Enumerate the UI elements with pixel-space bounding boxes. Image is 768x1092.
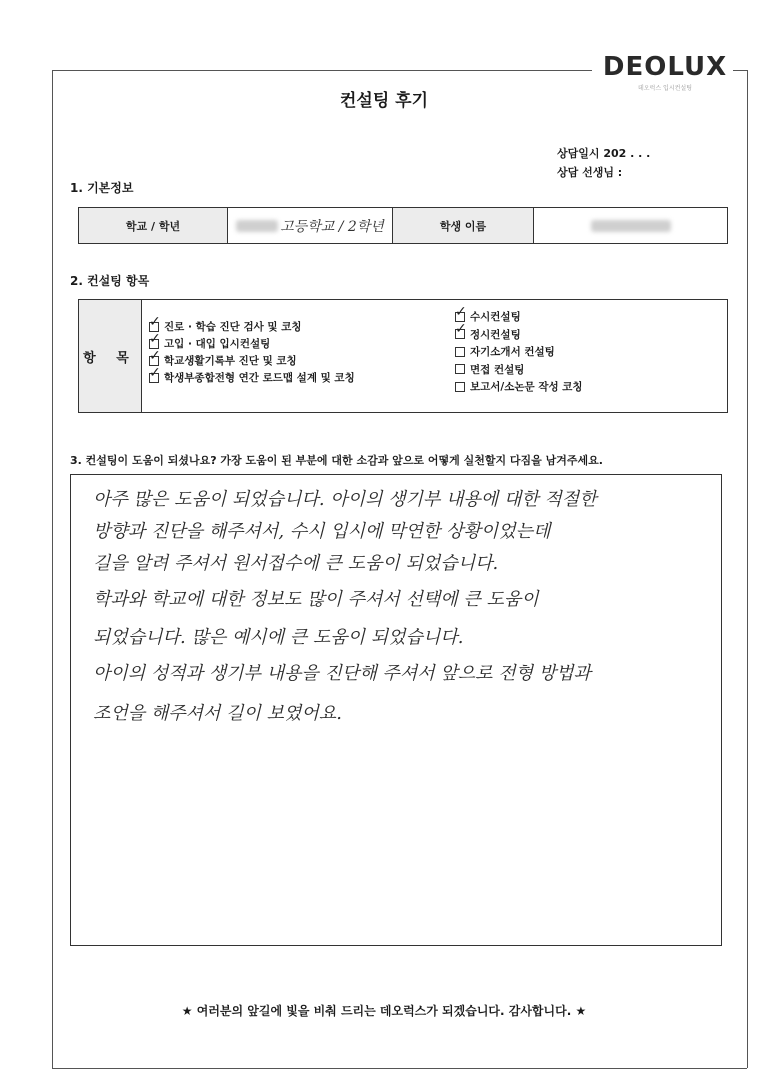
logo-text: DEOLUX: [602, 52, 728, 82]
checkbox-checked-icon[interactable]: [455, 329, 465, 339]
school-grade-label: 학교 / 학년: [79, 208, 228, 243]
checkbox-label: 보고서/소논문 작성 코칭: [470, 381, 583, 394]
footer-message: ★ 여러분의 앞길에 빛을 비춰 드리는 데오럭스가 되겠습니다. 감사합니다. ★: [181, 1004, 587, 1018]
checkbox-checked-icon[interactable]: [455, 312, 465, 322]
handwritten-line: 학과와 학교에 대한 정보도 많이 주셔서 선택에 큰 도움이: [93, 589, 539, 610]
consult-date-label: 상담일시 202 . . .: [557, 147, 651, 160]
checkbox-label: 면접 컨설팅: [470, 363, 525, 376]
section-consulting-items-heading: 2. 컨설팅 항목: [70, 274, 150, 288]
consulting-items-box: [78, 299, 728, 413]
items-row-label: 항 목: [79, 300, 142, 412]
section-basic-info-heading: 1. 기본정보: [70, 181, 134, 195]
items-right-column: [455, 308, 583, 396]
handwritten-line: 길을 알려 주셔서 원서접수에 큰 도움이 되었습니다.: [93, 553, 499, 574]
checkbox-empty-icon[interactable]: [455, 382, 465, 392]
frame-right-border: [747, 70, 748, 1068]
consult-teacher-label: 상담 선생님 :: [557, 166, 623, 179]
document-title: 컨설팅 후기: [339, 91, 429, 111]
handwritten-line: 아주 많은 도움이 되었습니다. 아이의 생기부 내용에 대한 적절한: [93, 489, 597, 510]
checkbox-item[interactable]: [455, 361, 583, 379]
checkbox-label: 수시컨설팅: [470, 311, 521, 324]
school-grade-handwriting: 고등학교 / 2학년: [280, 218, 384, 235]
student-name-value: [534, 208, 727, 243]
redacted-school-name: [236, 220, 278, 232]
redacted-student-name: [591, 220, 671, 232]
handwritten-line: 되었습니다. 많은 예시에 큰 도움이 되었습니다.: [93, 627, 464, 648]
frame-left-border: [52, 70, 53, 1068]
logo-tagline: 데오럭스 입시컨설팅: [637, 85, 693, 92]
checkbox-item[interactable]: [455, 343, 583, 361]
basic-info-table: [78, 207, 728, 244]
frame-top-border: [52, 70, 592, 71]
checkbox-label: 진로 · 학습 진단 검사 및 코칭: [164, 321, 302, 333]
feedback-answer-box[interactable]: [70, 474, 722, 946]
handwritten-line: 아이의 성적과 생기부 내용을 진단해 주셔서 앞으로 전형 방법과: [93, 663, 591, 684]
frame-top-border-right: [733, 70, 747, 71]
checkbox-label: 정시컨설팅: [470, 328, 521, 341]
checkbox-item[interactable]: [149, 352, 355, 369]
checkbox-item[interactable]: [149, 335, 355, 352]
frame-bottom-border: [52, 1068, 747, 1069]
checkbox-item[interactable]: [149, 318, 355, 335]
checkbox-item[interactable]: [455, 326, 583, 344]
handwritten-line: 방향과 진단을 해주셔서, 수시 입시에 막연한 상황이었는데: [93, 521, 551, 542]
checkbox-item[interactable]: [455, 378, 583, 396]
handwritten-line: 조언을 해주셔서 길이 보였어요.: [93, 703, 342, 724]
checkbox-label: 자기소개서 컨설팅: [470, 346, 555, 359]
section-feedback-heading: 3. 컨설팅이 도움이 되셨나요? 가장 도움이 된 부분에 대한 소감과 앞으로 어떻게 실천할지 다짐을 남겨주세요.: [70, 454, 603, 467]
checkbox-label: 고입 · 대입 입시컨설팅: [164, 338, 271, 350]
checkbox-empty-icon[interactable]: [455, 347, 465, 357]
items-left-column: [149, 318, 355, 386]
checkbox-item[interactable]: [149, 369, 355, 386]
school-grade-value: [228, 208, 393, 243]
checkbox-checked-icon[interactable]: [149, 373, 159, 383]
checkbox-label: 학생부종합전형 연간 로드맵 설계 및 코칭: [164, 372, 355, 384]
checkbox-label: 학교생활기록부 진단 및 코칭: [164, 355, 297, 367]
checkbox-item[interactable]: [455, 308, 583, 326]
student-name-label: 학생 이름: [393, 208, 534, 243]
checkbox-empty-icon[interactable]: [455, 364, 465, 374]
